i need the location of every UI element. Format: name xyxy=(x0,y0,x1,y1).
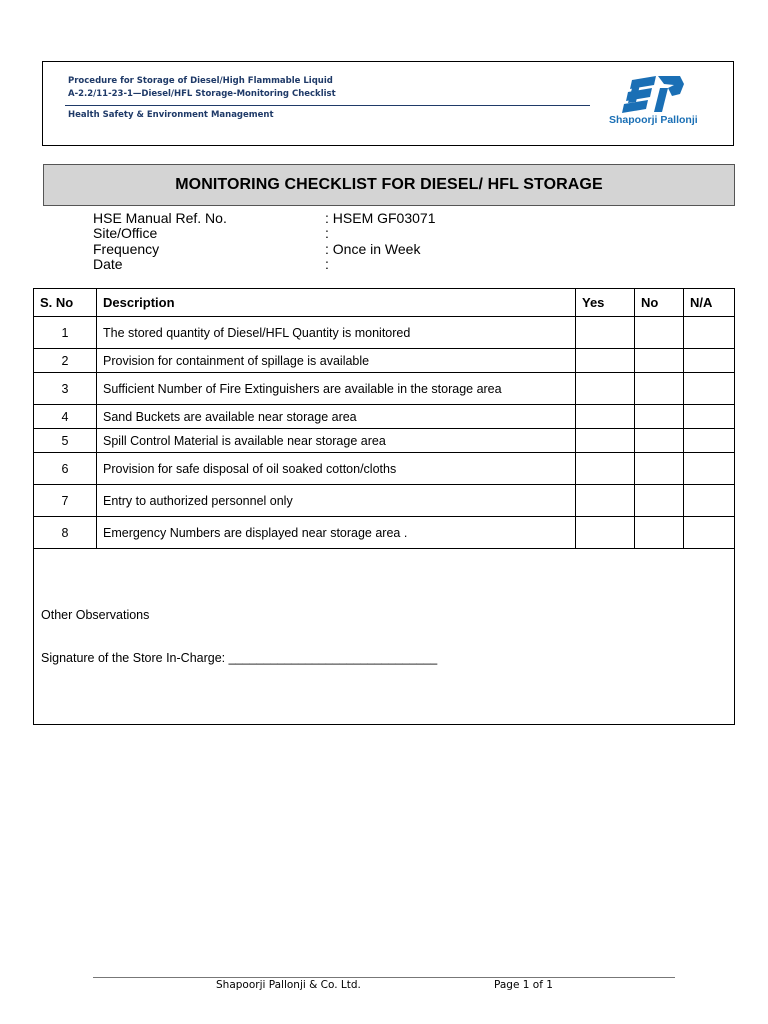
yes-cell[interactable] xyxy=(576,405,635,429)
no-cell[interactable] xyxy=(635,429,684,453)
table-row xyxy=(34,373,735,405)
meta-value: : xyxy=(325,225,329,242)
na-cell[interactable] xyxy=(684,349,735,373)
table-row xyxy=(34,453,735,485)
page-title: MONITORING CHECKLIST FOR DIESEL/ HFL STORAGE xyxy=(43,164,735,206)
row-sno: 3 xyxy=(34,373,97,405)
na-cell[interactable] xyxy=(684,517,735,549)
table-row xyxy=(34,485,735,517)
department-name: Health Safety & Environment Management xyxy=(68,110,274,120)
yes-cell[interactable] xyxy=(576,317,635,349)
checklist-reference: A-2.2/11-23-1—Diesel/HFL Storage-Monitoring Checklist xyxy=(68,89,336,99)
meta-label: Date xyxy=(93,255,123,272)
yes-cell[interactable] xyxy=(576,485,635,517)
header-description: Description xyxy=(97,289,576,317)
company-logo-text: Shapoorji Pallonji xyxy=(609,114,698,126)
row-description: Provision for safe disposal of oil soaked cotton/cloths xyxy=(97,453,576,485)
no-cell[interactable] xyxy=(635,453,684,485)
meta-label: Frequency xyxy=(93,240,160,257)
row-sno: 6 xyxy=(34,453,97,485)
no-cell[interactable] xyxy=(635,405,684,429)
row-sno: 1 xyxy=(34,317,97,349)
yes-cell[interactable] xyxy=(576,373,635,405)
footer-page-number: Page 1 of 1 xyxy=(494,979,553,991)
row-sno: 4 xyxy=(34,405,97,429)
row-description: The stored quantity of Diesel/HFL Quantity is monitored xyxy=(97,317,576,349)
header-yes: Yes xyxy=(576,289,635,317)
meta-row xyxy=(93,257,436,272)
footer-company: Shapoorji Pallonji & Co. Ltd. xyxy=(216,979,361,991)
no-cell[interactable] xyxy=(635,517,684,549)
no-cell[interactable] xyxy=(635,373,684,405)
table-row xyxy=(34,429,735,453)
row-description: Spill Control Material is available near storage area xyxy=(97,429,576,453)
other-observations-label: Other Observations xyxy=(41,608,150,622)
row-description: Provision for containment of spillage is available xyxy=(97,349,576,373)
yes-cell[interactable] xyxy=(576,429,635,453)
meta-value: : HSEM GF03071 xyxy=(325,210,436,226)
header-sno: S. No xyxy=(34,289,97,317)
checklist-table xyxy=(33,288,735,549)
signature-line: Signature of the Store In-Charge: ______________________________ xyxy=(41,651,438,665)
na-cell[interactable] xyxy=(684,373,735,405)
meta-row xyxy=(93,226,436,241)
meta-row xyxy=(93,242,436,257)
na-cell[interactable] xyxy=(684,485,735,517)
meta-value: : Once in Week xyxy=(325,240,421,257)
no-cell[interactable] xyxy=(635,485,684,517)
header-divider xyxy=(65,105,590,106)
observations-box[interactable] xyxy=(33,548,735,725)
procedure-title: Procedure for Storage of Diesel/High Flammable Liquid xyxy=(68,76,333,86)
row-sno: 8 xyxy=(34,517,97,549)
no-cell[interactable] xyxy=(635,317,684,349)
row-sno: 2 xyxy=(34,349,97,373)
yes-cell[interactable] xyxy=(576,517,635,549)
header-na: N/A xyxy=(684,289,735,317)
table-row xyxy=(34,317,735,349)
table-row xyxy=(34,405,735,429)
header-no: No xyxy=(635,289,684,317)
row-sno: 7 xyxy=(34,485,97,517)
table-row xyxy=(34,349,735,373)
row-description: Entry to authorized personnel only xyxy=(97,485,576,517)
meta-row xyxy=(93,211,436,226)
row-description: Sand Buckets are available near storage area xyxy=(97,405,576,429)
table-header-row xyxy=(34,289,735,317)
table-row xyxy=(34,517,735,549)
row-sno: 5 xyxy=(34,429,97,453)
no-cell[interactable] xyxy=(635,349,684,373)
footer-divider xyxy=(93,977,675,978)
meta-value: : xyxy=(325,255,329,272)
meta-label: Site/Office xyxy=(93,225,158,242)
na-cell[interactable] xyxy=(684,405,735,429)
yes-cell[interactable] xyxy=(576,349,635,373)
row-description: Emergency Numbers are displayed near storage area . xyxy=(97,517,576,549)
yes-cell[interactable] xyxy=(576,453,635,485)
meta-label: HSE Manual Ref. No. xyxy=(93,210,227,226)
row-description: Sufficient Number of Fire Extinguishers are available in the storage area xyxy=(97,373,576,405)
na-cell[interactable] xyxy=(684,453,735,485)
na-cell[interactable] xyxy=(684,317,735,349)
meta-info xyxy=(93,211,436,272)
document-header xyxy=(42,61,734,146)
na-cell[interactable] xyxy=(684,429,735,453)
